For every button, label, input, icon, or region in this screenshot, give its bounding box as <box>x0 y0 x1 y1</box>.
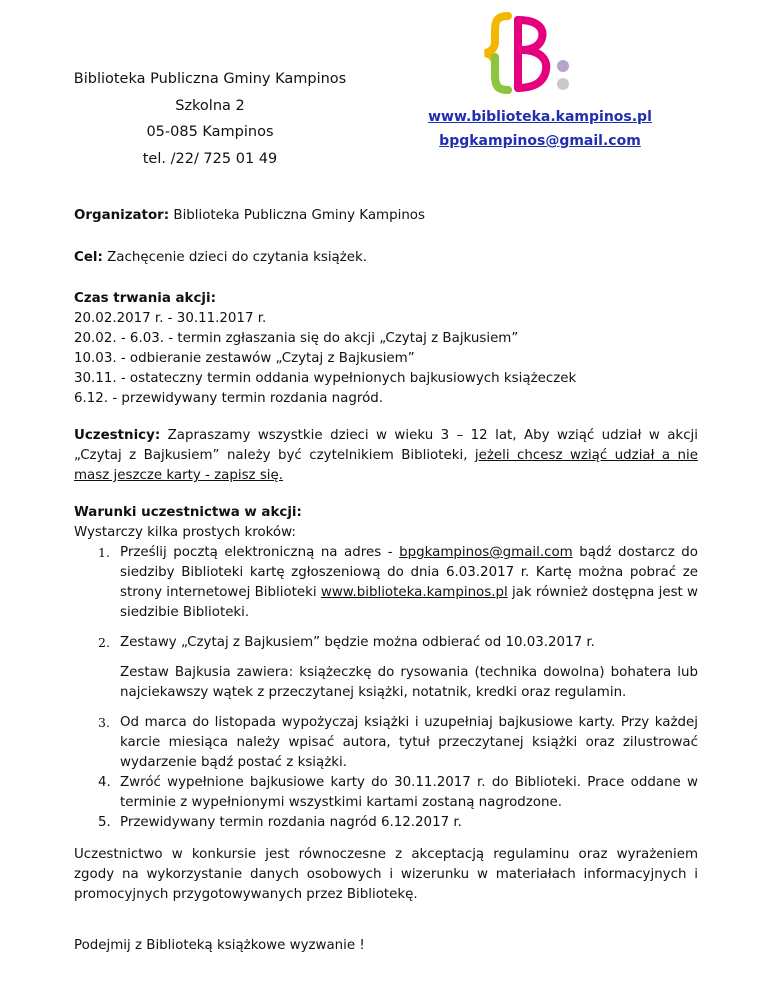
closing-text: Podejmij z Biblioteką książkowe wyzwanie ! <box>74 938 365 953</box>
participants-signup-note: jeżeli chcesz wziąć udział a nie masz jeszcze karty - zapisz się. <box>74 448 698 483</box>
library-phone: tel. /22/ 725 01 49 <box>142 150 278 167</box>
list-item <box>74 543 698 623</box>
library-postal: 05-085 Kampinos <box>146 124 274 140</box>
goal-label: Cel: <box>74 250 103 265</box>
participants-text: Zapraszamy wszystkie dzieci w wieku 3 – 12 lat, Aby wziąć udział w akcji „Czytaj z Bajkusiem” należy być czytelnikiem Biblioteki, <box>74 428 698 463</box>
duration-line: 30.11. - ostateczny termin oddania wypełnionych bajkusiowych książeczek <box>74 371 577 386</box>
conditions-label: Warunki uczestnictwa w akcji: <box>74 505 302 520</box>
goal-section <box>74 248 698 268</box>
conditions-section <box>74 503 698 543</box>
email-link[interactable]: bpgkampinos@gmail.com <box>439 133 641 149</box>
duration-line: 6.12. - przewidywany termin rozdania nagród. <box>74 391 384 406</box>
duration-label: Czas trwania akcji: <box>74 291 216 306</box>
step-text: Zwróć wypełnione bajkusiowe karty do 30.11.2017 r. do Biblioteki. Prace oddane w terminie z wypełnionymi wszystkimi kartami zostaną nagrodzone. <box>120 775 698 810</box>
participants-section <box>74 426 698 486</box>
step-email-link[interactable]: bpgkampinos@gmail.com <box>399 545 573 560</box>
step-text: Przewidywany termin rozdania nagród 6.12.2017 r. <box>120 815 462 830</box>
list-number: 4. <box>98 775 111 790</box>
organizer-section <box>74 206 698 226</box>
organizer-label: Organizator: <box>74 208 170 223</box>
list-number: 3. <box>98 715 110 730</box>
list-item <box>74 633 698 703</box>
goal-value: Zachęcenie dzieci do czytania książek. <box>102 250 368 265</box>
organizer-value: Biblioteka Publiczna Gminy Kampinos <box>169 208 425 223</box>
website-link[interactable]: www.biblioteka.kampinos.pl <box>428 109 652 125</box>
step-website-link[interactable]: www.biblioteka.kampinos.pl <box>320 585 508 600</box>
closing-section <box>74 936 698 956</box>
participants-label: Uczestnicy: <box>74 428 161 443</box>
list-number: 2. <box>98 635 110 650</box>
list-item <box>74 713 698 773</box>
step-text: Prześlij pocztą elektroniczną na adres - <box>120 545 400 560</box>
contact-links <box>400 105 680 153</box>
duration-section <box>74 289 698 409</box>
set-contents: Zestaw Bajkusia zawiera: książeczkę do rysowania (technika dowolna) bohatera lub najciekawszy wątek z przeczytanej książki, notatnik, kredki oraz regulamin. <box>120 665 698 700</box>
library-address <box>60 66 360 172</box>
step-text: bądź dostarcz do siedziby Biblioteki kartę zgłoszeniową do dnia 6.03.2017 r. Kartę można pobrać ze strony internetowej Biblioteki <box>120 545 698 600</box>
list-item <box>74 813 698 833</box>
conditions-intro: Wystarczy kilka prostych kroków: <box>74 525 296 540</box>
library-street: Szkolna 2 <box>175 97 245 114</box>
library-logo-icon <box>478 12 574 96</box>
list-number: 5. <box>98 815 111 830</box>
step-text: jak również dostępna jest w siedzibie Biblioteki. <box>120 585 699 620</box>
step-text: Od marca do listopada wypożyczaj książki i uzupełniaj bajkusiowe karty. Przy każdej karcie miesiąca należy wpisać autora, tytuł przeczytanej książki oraz zilustrować wydarzenie bądź postać z książki. <box>120 715 698 770</box>
duration-line: 20.02.2017 r. - 30.11.2017 r. <box>74 311 267 326</box>
step-text: Zestawy „Czytaj z Bajkusiem” będzie można odbierać od 10.03.2017 r. <box>120 635 595 650</box>
duration-line: 20.02. - 6.03. - termin zgłaszania się do akcji „Czytaj z Bajkusiem” <box>74 331 519 346</box>
conditions-list <box>74 543 698 833</box>
list-item <box>74 773 698 813</box>
library-name: Biblioteka Publiczna Gminy Kampinos <box>73 71 347 87</box>
consent-text: Uczestnictwo w konkursie jest równoczesne z akceptacją regulaminu oraz wyrażeniem zgody na wykorzystanie danych osobowych i wizerunku w materiałach informacyjnych i promocyjnych przygotowywanych przez Bibliotekę. <box>74 847 698 902</box>
consent-paragraph <box>74 845 698 905</box>
list-number: 1. <box>98 545 110 560</box>
duration-line: 10.03. - odbieranie zestawów „Czytaj z Bajkusiem” <box>74 351 415 366</box>
